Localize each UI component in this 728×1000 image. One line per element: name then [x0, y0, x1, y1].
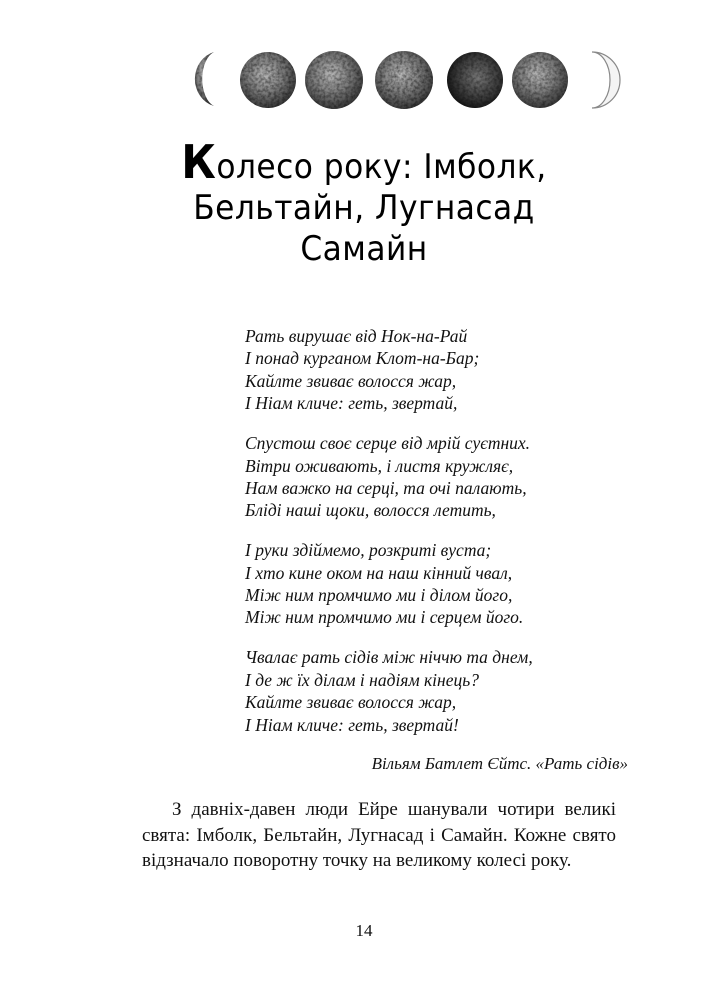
moon-crescent-right-icon — [592, 52, 620, 108]
poem-line: І руки здіймемо, розкриті вуста; — [245, 540, 492, 561]
moon-crescent-left-icon — [195, 52, 214, 106]
poem-line: І Ніам кличе: геть, звертай, — [245, 393, 458, 414]
poem-line: І хто кине оком на наш кінний чвал, — [245, 562, 513, 583]
chapter-title-line-1: Колесо року: Імболк, — [181, 135, 547, 189]
poem-line: Нам важко на серці, та очі палають, — [245, 477, 527, 498]
poem-line: І понад курганом Клот-на-Бар; — [245, 348, 480, 369]
moon-dark-gibbous-icon — [447, 52, 503, 108]
poem-line: Спустош своє серце від мрій суєтних. — [245, 433, 531, 454]
poem-stanza-1 — [245, 325, 645, 415]
chapter-title — [29, 135, 699, 270]
moon-phases-decoration — [0, 44, 728, 112]
poem-stanza-2 — [245, 432, 645, 522]
poem-line: Між ним промчимо ми і серцем його. — [245, 607, 524, 628]
poem-attribution: Вільям Батлет Єйтс. «Рать сідів» — [371, 754, 628, 773]
poem-line: Кайлте звиває волосся жар, — [245, 692, 457, 713]
chapter-title-line-3: Самайн — [300, 229, 428, 269]
poem-line: І де ж їх ділам і надіям кінець? — [245, 669, 479, 690]
poem-epigraph — [245, 325, 645, 754]
poem-line: Між ним промчимо ми і ділом його, — [245, 585, 513, 606]
moon-full-icon — [305, 51, 363, 109]
title-initial-capital: К — [181, 135, 217, 189]
poem-line: Рать вирушає від Нок-на-Рай — [245, 326, 468, 346]
poem-stanza-3 — [245, 539, 645, 629]
moon-full-right-icon — [512, 52, 568, 108]
moon-gibbous-icon — [240, 52, 296, 108]
moon-full-center-icon — [375, 51, 433, 109]
page-number: 14 — [355, 921, 373, 940]
poem-line: Вітри оживають, і листя кружляє, — [245, 455, 514, 476]
chapter-title-line-2: Бельтайн, Лугнасад — [193, 188, 535, 228]
poem-line: Бліді наші щоки, волосся летить, — [245, 500, 496, 521]
poem-line: І Ніам кличе: геть, звертай! — [245, 714, 459, 735]
body-paragraph: З давніх-давен люди Ейре шанували чотири великі свята: Імболк, Бельтайн, Лугнасад і Самайн. Кожне свято відзначало поворотну точку на великому колесі року. — [142, 799, 616, 872]
poem-stanza-4 — [245, 646, 645, 736]
poem-line: Кайлте звиває волосся жар, — [245, 370, 457, 391]
poem-line: Чвалає рать сідів між ніччю та днем, — [245, 647, 533, 668]
